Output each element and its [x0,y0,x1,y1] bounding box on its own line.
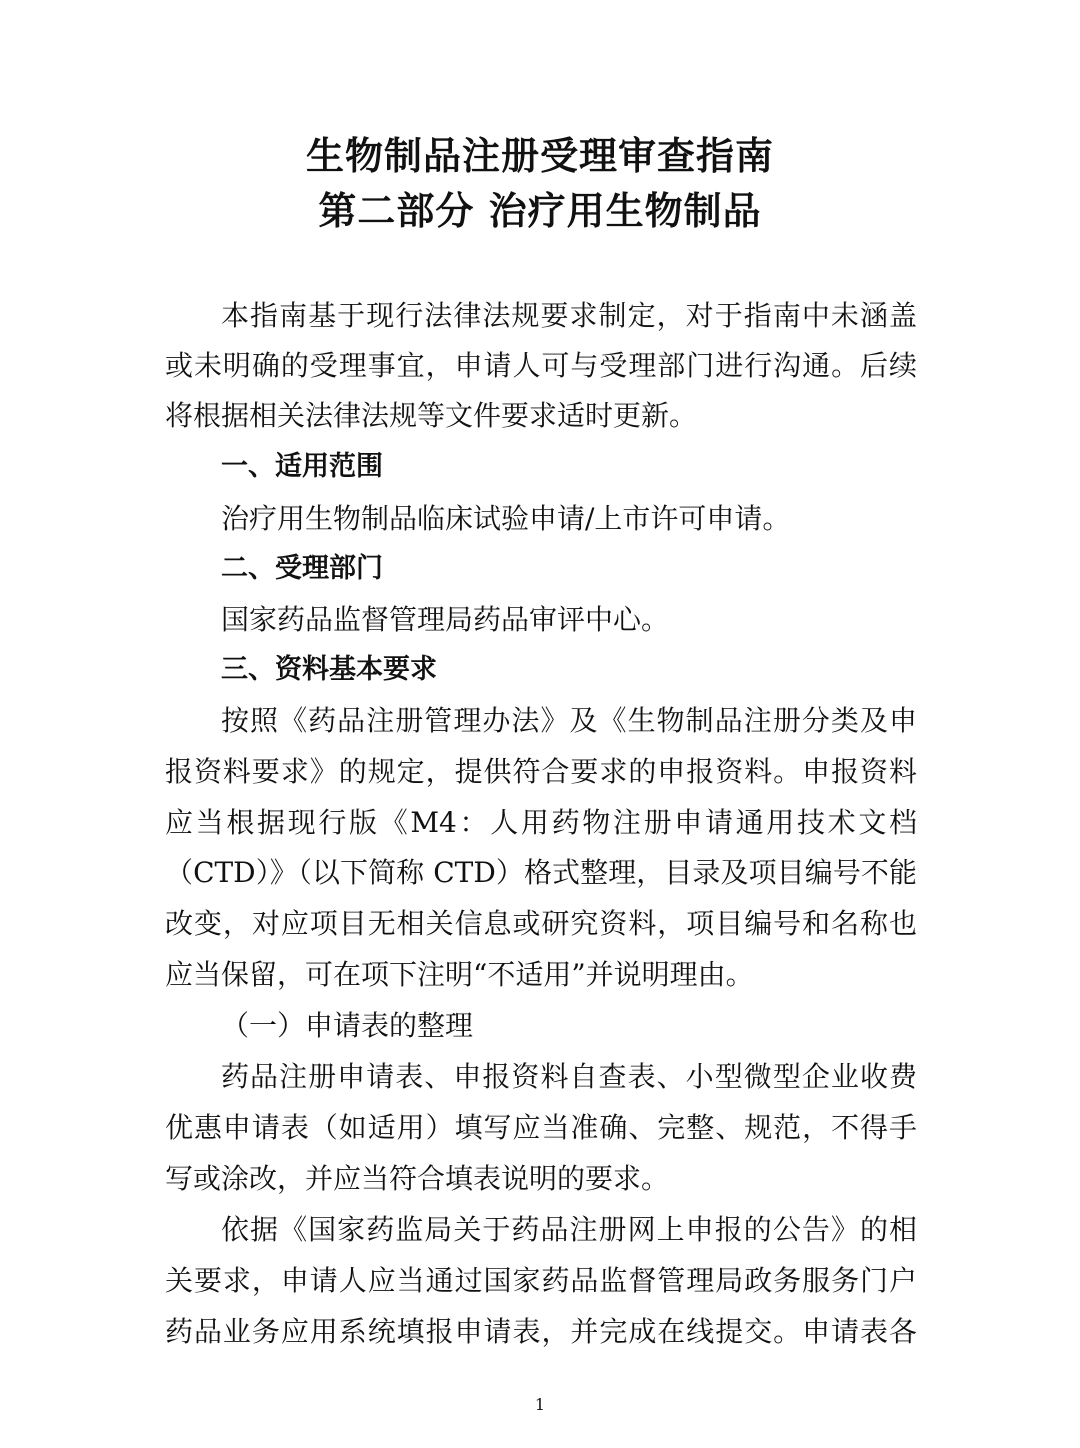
application-form-line: 药品注册申请表、申报资料自查表、小型微型企业收费 [221,1060,917,1093]
section-text-scope: 治疗用生物制品临床试验申请/上市许可申请。 [221,502,791,535]
subsection-heading-application-form: （一）申请表的整理 [221,1009,474,1042]
intro-line: 将根据相关法律法规等文件要求适时更新。 [165,399,698,432]
online-submission-line: 依据《国家药监局关于药品注册网上申报的公告》的相 [221,1213,917,1246]
requirements-line: 应当保留，可在项下注明“不适用”并说明理由。 [165,958,754,991]
section-heading-requirements: 三、资料基本要求 [221,654,437,685]
document-title: 生物制品注册受理审查指南 [305,134,774,178]
online-submission-line: 关要求，申请人应当通过国家药品监督管理局政务服务门户 [165,1264,917,1297]
requirements-line: （CTD）》（以下简称 CTD）格式整理，目录及项目编号不能 [165,856,917,889]
application-form-line: 优惠申请表（如适用）填写应当准确、完整、规范，不得手 [165,1111,917,1144]
section-heading-department: 二、受理部门 [221,553,383,584]
section-text-department: 国家药品监督管理局药品审评中心。 [221,603,670,636]
online-submission-line: 药品业务应用系统填报申请表，并完成在线提交。申请表各 [165,1315,917,1348]
intro-line: 或未明确的受理事宜，申请人可与受理部门进行沟通。后续 [165,349,917,382]
requirements-line: 改变，对应项目无相关信息或研究资料，项目编号和名称也 [165,907,917,940]
document-subtitle: 第二部分 治疗用生物制品 [318,189,762,233]
requirements-line: 报资料要求》的规定，提供符合要求的申报资料。申报资料 [165,755,917,788]
requirements-line: 应当根据现行版《M4：人用药物注册申请通用技术文档 [165,806,917,839]
page-number: 1 [534,1395,546,1414]
application-form-line: 写或涂改，并应当符合填表说明的要求。 [165,1162,670,1195]
intro-line: 本指南基于现行法律法规要求制定，对于指南中未涵盖 [221,299,917,332]
section-heading-scope: 一、适用范围 [221,451,383,482]
requirements-line: 按照《药品注册管理办法》及《生物制品注册分类及申 [221,704,917,737]
